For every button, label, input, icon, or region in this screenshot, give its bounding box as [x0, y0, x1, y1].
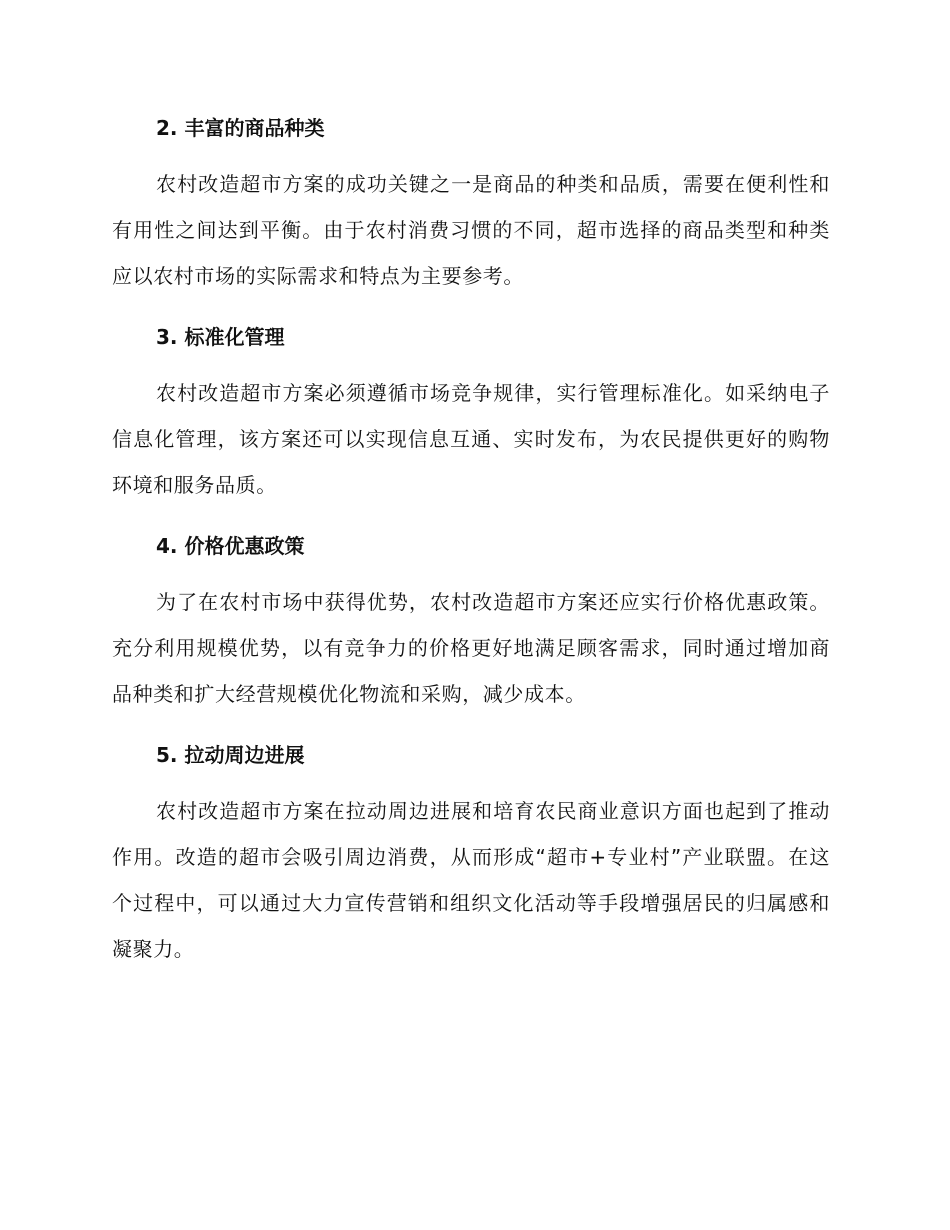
section-price-policy [112, 530, 830, 717]
section-standardized-management [112, 321, 830, 508]
document-content [112, 112, 830, 972]
section-product-variety [112, 112, 830, 299]
section-heading: 3. 标准化管理 [156, 325, 285, 349]
section-paragraph: 为了在农村市场中获得优势，农村改造超市方案还应实行价格优惠政策。充分利用规模优势，以有竞争力的价格更好地满足顾客需求，同时通过增加商品种类和扩大经营规模优化物流和采购，减少成本。 [112, 590, 830, 706]
section-heading: 5. 拉动周边进展 [156, 743, 305, 767]
section-heading: 2. 丰富的商品种类 [156, 116, 325, 140]
section-paragraph: 农村改造超市方案的成功关键之一是商品的种类和品质，需要在便利性和有用性之间达到平衡。由于农村消费习惯的不同，超市选择的商品类型和种类应以农村市场的实际需求和特点为主要参考。 [112, 172, 830, 288]
section-paragraph: 农村改造超市方案在拉动周边进展和培育农民商业意识方面也起到了推动作用。改造的超市会吸引周边消费，从而形成“超市+专业村”产业联盟。在这个过程中，可以通过大力宣传营销和组织文化活动等手段增强居民的归属感和凝聚力。 [112, 799, 830, 961]
section-surrounding-development [112, 739, 830, 972]
section-heading: 4. 价格优惠政策 [156, 534, 305, 558]
section-paragraph: 农村改造超市方案必须遵循市场竞争规律，实行管理标准化。如采纳电子信息化管理，该方案还可以实现信息互通、实时发布，为农民提供更好的购物环境和服务品质。 [112, 381, 830, 497]
